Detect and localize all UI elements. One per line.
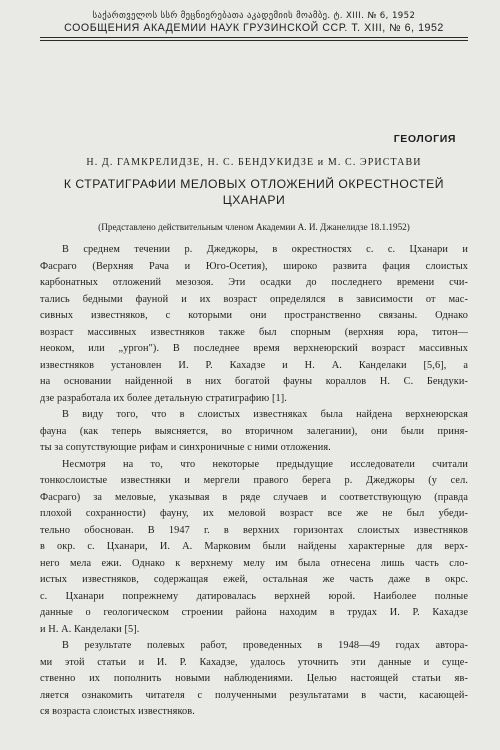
- text-line: ты за сопутствующие рифам и синхроничные с ними отложения.: [40, 442, 331, 453]
- text-line: фауна (как теперь выясняется, во вторичном залегании), они были приня-: [40, 425, 468, 437]
- text-line: Фасраго (Верхняя Рача и Юго-Осетия), широко развита фация слоистых: [40, 260, 468, 272]
- text-line: известняков установлен И. Р. Кахадзе и Н. А. Канделаки [5,6], а: [40, 359, 468, 371]
- text-line: истых известняков, содержащая ежей, остальная же часть даже в окрс.: [40, 574, 468, 585]
- article-title-line: ЦХАНАРИ: [222, 193, 286, 207]
- text-line: тались бедными фауной и их возраст определялся в зависимости от мас-: [40, 293, 468, 305]
- text-line: с. Цханари попрежнему датировалась верхней юрой. Наиболее полные: [40, 590, 468, 602]
- text-line: и Н. А. Канделаки [5].: [40, 623, 140, 635]
- text-line: данные о геологическом строении района находим в трудах И. Р. Кахадзе: [40, 607, 468, 618]
- text-line: тельно обоснован. В 1947 г. в верхних горизонтах слоистых известняков: [40, 524, 468, 536]
- presented-note: (Представлено действительным членом Академии А. И. Джанелидзе 18.1.1952): [98, 222, 410, 232]
- text-line: дзе разработала их более детальную стратиграфию [1].: [40, 392, 287, 404]
- text-line: в окр. с. Цханари, И. А. Марковим были найдены характерные для верх-: [40, 541, 468, 552]
- text-line: него мела ежи. Однако к верхнему мелу им была отнесена лишь часть сло-: [40, 557, 468, 569]
- text-line: В среднем течении р. Джеджоры, в окрестностях с. с. Цханари и: [62, 244, 468, 255]
- section-heading: ГЕОЛОГИЯ: [393, 133, 456, 145]
- text-line: ственно их пополнить новыми наблюдениями. Целью настоящей статьи яв-: [40, 673, 468, 684]
- header-rule: [40, 37, 468, 38]
- journal-title-georgian: საქართველოს სსრ მეცნიერებათა აკადემიის მოამბე. ტ. XIII. № 6, 1952: [92, 11, 416, 21]
- header-rule-second: [40, 40, 468, 41]
- article-authors: Н. Д. ГАМКРЕЛИДЗЕ, Н. С. БЕНДУКИДЗЕ и М. С. ЭРИСТАВИ: [86, 157, 422, 168]
- text-line: на основании найденной в них богатой фауны кораллов Н. С. Бендуки-: [40, 376, 468, 387]
- paragraph: [40, 242, 468, 407]
- article-body: [40, 242, 468, 721]
- article-title: [40, 176, 468, 208]
- text-line: плохой сохранности) фауну, их меловой возраст все же не был убеди-: [40, 508, 468, 519]
- paragraph: [40, 638, 468, 721]
- paragraph: [40, 407, 468, 457]
- text-line: карбонатных отложений мезозоя. Эти осадки до последнего времени счи-: [40, 277, 468, 288]
- text-line: тонкослоистые известняки и мергели правого берега р. Джеджоры (у сел.: [40, 475, 468, 486]
- text-line: сивных известняков, с которыми они пространственно связаны. Однако: [40, 310, 468, 321]
- text-line: неоком, или „ургон"). В последнее время верхнеюрский возраст массивных: [40, 343, 468, 354]
- text-line: В результате полевых работ, проведенных в 1948—49 годах автора-: [62, 640, 468, 651]
- paragraph: [40, 457, 468, 639]
- text-line: В виду того, что в слоистых известняках была найдена верхнеюрская: [62, 409, 468, 420]
- text-line: Несмотря на то, что некоторые предыдущие исследователи считали: [62, 458, 468, 470]
- article-title-line: К СТРАТИГРАФИИ МЕЛОВЫХ ОТЛОЖЕНИЙ ОКРЕСТНОСТЕЙ: [63, 177, 445, 191]
- text-line: ся возраста слоистых известняков.: [40, 706, 195, 717]
- text-line: возраст массивных известняков также был спорным (верхняя юра, титон—: [40, 326, 468, 338]
- text-line: ляется ознакомить читателя с полученными результатами в части, касающей-: [40, 689, 468, 701]
- text-line: ми этой статьи и И. Р. Кахадзе, удалось уточнить эти данные и суще-: [40, 656, 468, 668]
- journal-title-russian: СООБЩЕНИЯ АКАДЕМИИ НАУК ГРУЗИНСКОЙ ССР. Т. XIII, № 6, 1952: [64, 22, 444, 34]
- journal-header: [40, 10, 468, 41]
- text-line: Фасраго) за меловые, указывая в ряде случаев и соответствующую (правда: [40, 491, 468, 503]
